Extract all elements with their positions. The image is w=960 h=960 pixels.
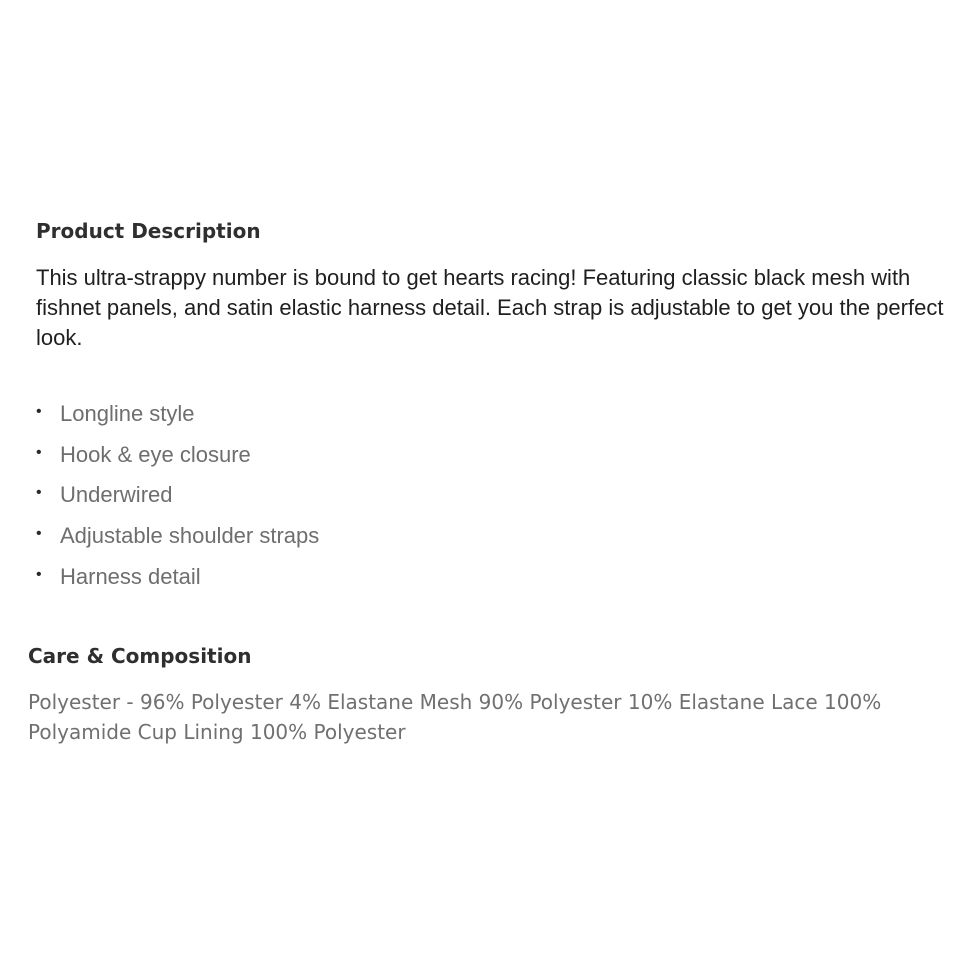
- product-description-text: This ultra-strappy number is bound to get hearts racing! Featuring classic black mesh with fishnet panels, and satin elastic harness detail. Each strap is adjustable to get you the perfect look.: [36, 265, 944, 350]
- list-item: [36, 561, 319, 602]
- bullet-icon: •: [36, 565, 42, 583]
- bullet-icon: •: [36, 525, 42, 543]
- feature-label: Underwired: [60, 482, 173, 508]
- feature-label: Longline style: [60, 401, 195, 426]
- bullet-icon: •: [36, 443, 42, 461]
- list-item: [36, 479, 319, 520]
- list-item: [36, 520, 319, 561]
- product-description-heading: Product Description: [36, 219, 261, 243]
- feature-label: Adjustable shoulder straps: [60, 523, 320, 549]
- care-composition-text: Polyester - 96% Polyester 4% Elastane Mesh 90% Polyester 10% Elastane Lace 100% Polyamide Cup Lining 100% Polyester: [28, 690, 882, 744]
- list-item: [36, 439, 319, 480]
- bullet-icon: •: [36, 484, 42, 502]
- feature-list: [36, 398, 319, 601]
- feature-label: Hook & eye closure: [60, 441, 251, 467]
- bullet-icon: •: [36, 403, 42, 420]
- care-composition-heading: Care & Composition: [28, 644, 252, 668]
- list-item: [36, 398, 319, 439]
- feature-label: Harness detail: [60, 563, 201, 589]
